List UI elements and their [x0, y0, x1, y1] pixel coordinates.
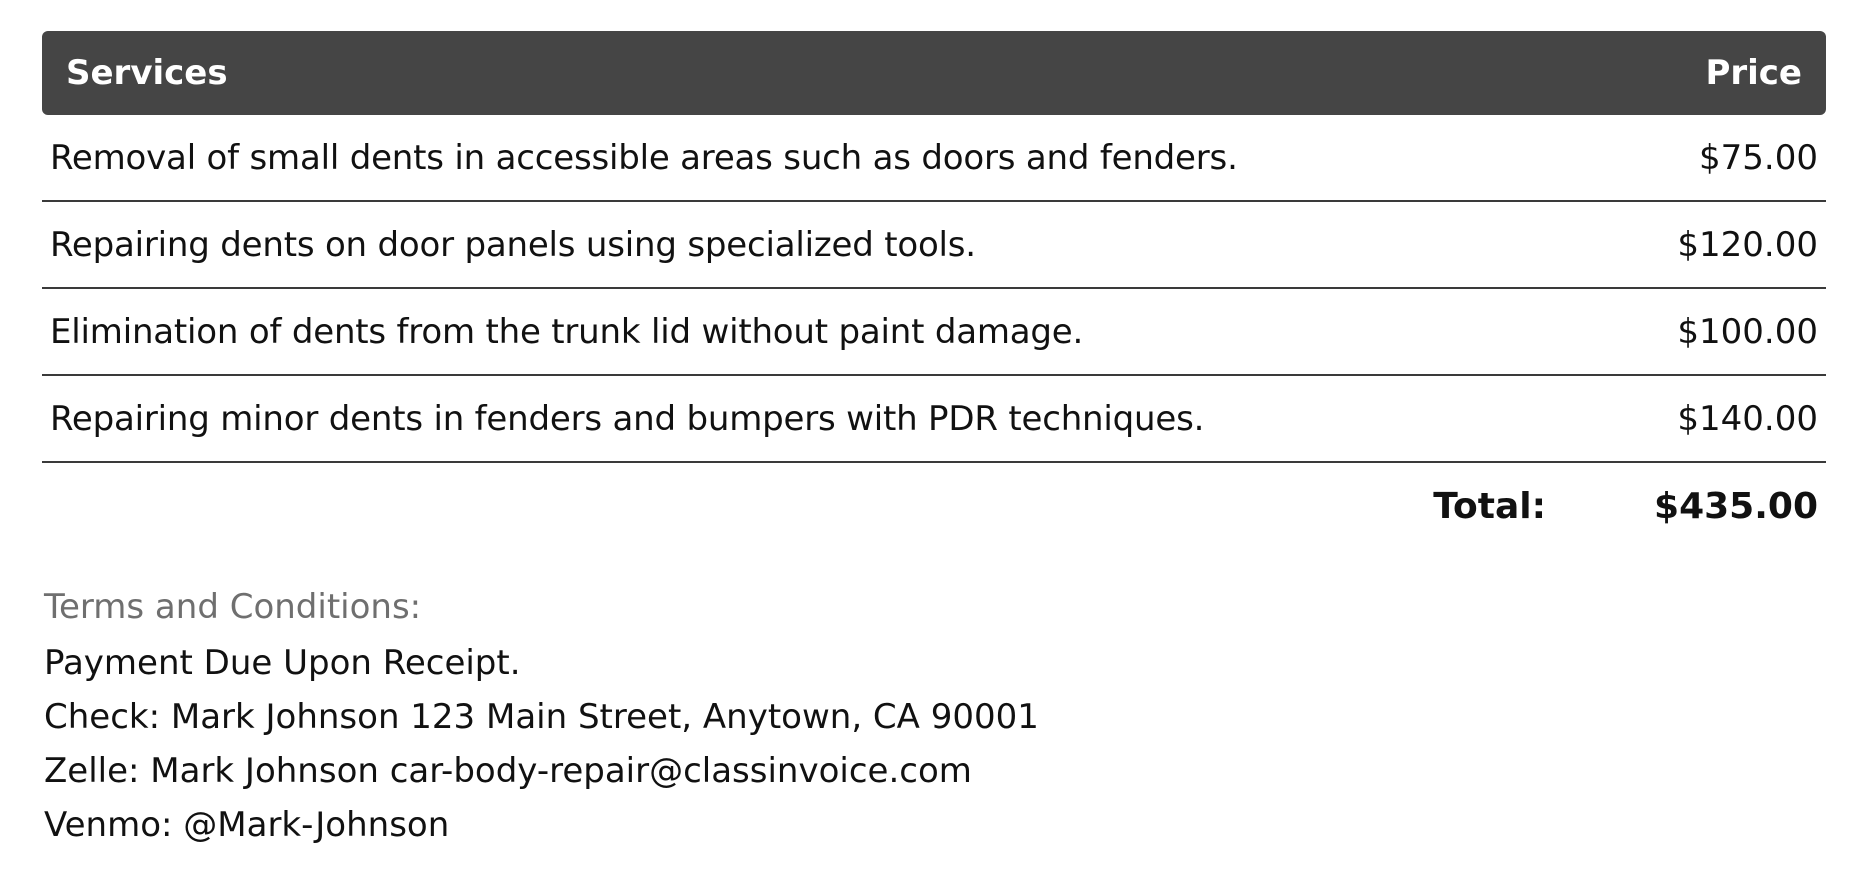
table-row: [42, 115, 1826, 202]
venmo-payment-info: Venmo: @Mark-Johnson: [44, 805, 450, 845]
total-label: Total:: [1433, 485, 1547, 527]
terms-title: Terms and Conditions:: [44, 587, 422, 627]
service-description: Elimination of dents from the trunk lid without paint damage.: [50, 311, 1084, 352]
total-amount: $435.00: [1654, 485, 1818, 527]
service-description: Repairing minor dents in fenders and bumpers with PDR techniques.: [50, 398, 1205, 439]
table-row: [42, 202, 1826, 289]
service-price: $100.00: [1677, 311, 1818, 352]
total-row: [42, 463, 1826, 549]
services-table: [42, 31, 1826, 549]
table-header: [42, 31, 1826, 115]
service-description: Removal of small dents in accessible areas such as doors and fenders.: [50, 137, 1238, 178]
service-description: Repairing dents on door panels using specialized tools.: [50, 224, 976, 265]
payment-terms: Payment Due Upon Receipt.: [44, 643, 521, 683]
zelle-payment-info: Zelle: Mark Johnson car-body-repair@classinvoice.com: [44, 751, 972, 791]
price-column-header: Price: [1705, 53, 1802, 93]
service-price: $75.00: [1699, 137, 1818, 178]
table-row: [42, 289, 1826, 376]
service-price: $120.00: [1677, 224, 1818, 265]
services-column-header: Services: [66, 53, 228, 93]
service-price: $140.00: [1677, 398, 1818, 439]
table-row: [42, 376, 1826, 463]
terms-section: [44, 580, 1039, 852]
check-payment-info: Check: Mark Johnson 123 Main Street, Anytown, CA 90001: [44, 697, 1039, 737]
